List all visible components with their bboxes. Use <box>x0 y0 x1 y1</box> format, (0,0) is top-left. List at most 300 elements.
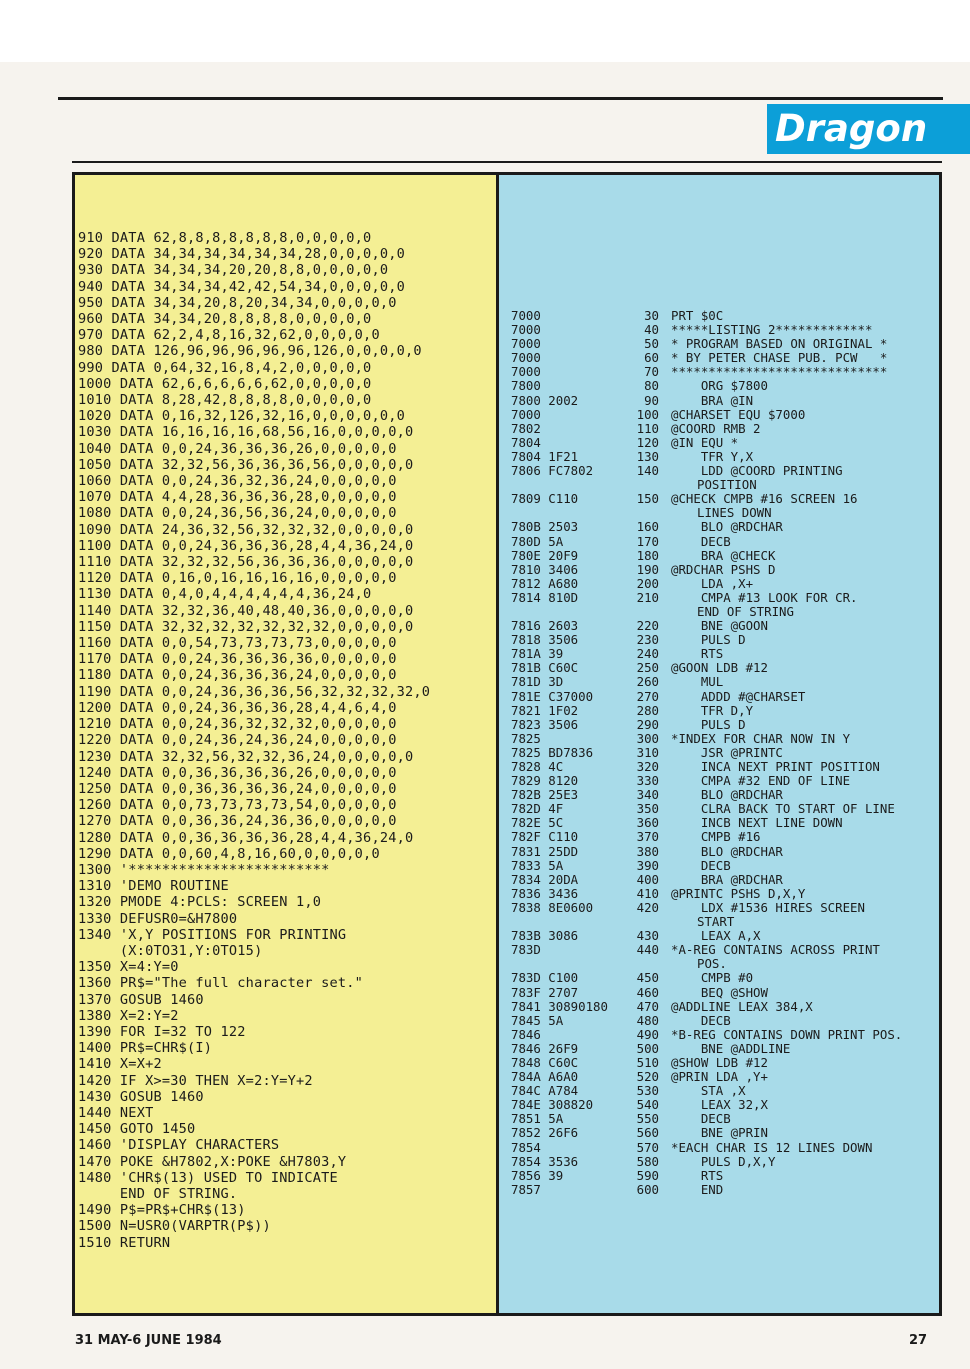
assembly-line-number: 280 <box>636 702 659 718</box>
assembly-line <box>511 760 936 774</box>
assembly-instruction: LEAX 32,X <box>671 1097 768 1113</box>
assembly-line-number: 340 <box>636 787 659 803</box>
basic-line: 1030 DATA 16,16,16,16,68,56,16,0,0,0,0,0 <box>78 424 414 441</box>
assembly-line <box>511 351 936 365</box>
assembly-instruction: BNE @PRIN <box>671 1125 768 1141</box>
basic-line: 1380 X=2:Y=2 <box>78 1007 179 1024</box>
basic-line: 1440 NEXT <box>78 1104 154 1121</box>
assembly-instruction: *INDEX FOR CHAR NOW IN Y <box>671 730 851 746</box>
basic-line: 1260 DATA 0,0,73,73,73,73,54,0,0,0,0,0 <box>78 797 397 814</box>
assembly-line-number: 380 <box>636 843 659 859</box>
assembly-instruction: @ADDLINE LEAX 384,X <box>671 998 813 1014</box>
assembly-line <box>511 309 936 323</box>
basic-line: 1390 FOR I=32 TO 122 <box>78 1023 246 1040</box>
basic-line: 1430 GOSUB 1460 <box>78 1088 204 1105</box>
assembly-line-number: 240 <box>636 646 659 662</box>
assembly-address: 7846 <box>511 1026 541 1042</box>
assembly-line <box>511 408 936 422</box>
assembly-address: 7000 <box>511 336 541 352</box>
assembly-address: 7810 3406 <box>511 561 579 577</box>
assembly-line <box>511 422 936 436</box>
assembly-line <box>511 647 936 661</box>
assembly-line-number: 410 <box>636 885 659 901</box>
basic-line: 1320 PMODE 4:PCLS: SCREEN 1,0 <box>78 894 322 911</box>
assembly-instruction: CMPA #13 LOOK FOR CR. <box>671 589 858 605</box>
assembly-address: 7825 BD7836 <box>511 744 594 760</box>
assembly-address: 7836 3436 <box>511 885 579 901</box>
assembly-address: 7802 <box>511 420 541 436</box>
assembly-line-number: 70 <box>644 364 659 380</box>
assembly-line-number: 560 <box>636 1125 659 1141</box>
assembly-address: 780B 2503 <box>511 519 579 535</box>
assembly-line-number: 270 <box>636 688 659 704</box>
assembly-line-number: 160 <box>636 519 659 535</box>
assembly-address: 781B C60C <box>511 660 579 676</box>
assembly-instruction: *B-REG CONTAINS DOWN PRINT POS. <box>671 1026 903 1042</box>
assembly-line <box>511 690 936 704</box>
assembly-line-number: 100 <box>636 406 659 422</box>
assembly-line-number: 300 <box>636 730 659 746</box>
assembly-instruction: TFR Y,X <box>671 448 754 464</box>
assembly-instruction: CMPB #16 <box>671 829 761 845</box>
assembly-instruction: @GOON LDB #12 <box>671 660 768 676</box>
assembly-instruction: @CHARSET EQU $7000 <box>671 406 806 422</box>
assembly-line-number: 370 <box>636 829 659 845</box>
assembly-line <box>511 971 936 985</box>
basic-line: 1010 DATA 8,28,42,8,8,8,8,0,0,0,0,0 <box>78 392 372 409</box>
assembly-instruction: CMPA #32 END OF LINE <box>671 773 851 789</box>
page-top-margin <box>0 0 970 62</box>
assembly-line-number: 400 <box>636 871 659 887</box>
basic-line: 990 DATA 0,64,32,16,8,4,2,0,0,0,0,0 <box>78 359 372 376</box>
assembly-line-number: 570 <box>636 1139 659 1155</box>
assembly-instruction: @PRIN LDA ,Y+ <box>671 1069 768 1085</box>
assembly-line-number: 230 <box>636 632 659 648</box>
assembly-line <box>511 365 936 379</box>
assembly-line-number: 490 <box>636 1026 659 1042</box>
assembly-address: 7806 FC7802 <box>511 463 594 479</box>
assembly-comment-continuation: START <box>697 914 735 930</box>
assembly-instruction: LEAX A,X <box>671 928 761 944</box>
assembly-instruction: INCA NEXT PRINT POSITION <box>671 759 880 774</box>
assembly-line-number: 520 <box>636 1069 659 1085</box>
assembly-instruction: BLO @RDCHAR <box>671 787 783 803</box>
assembly-line-number: 600 <box>636 1181 659 1197</box>
assembly-line-number: 110 <box>636 420 659 436</box>
assembly-line <box>511 633 936 647</box>
basic-line: 1220 DATA 0,0,24,36,24,36,24,0,0,0,0,0 <box>78 732 397 749</box>
assembly-address: 7834 20DA <box>511 871 579 887</box>
assembly-line-number: 220 <box>636 618 659 634</box>
assembly-line <box>511 619 936 633</box>
basic-line: 980 DATA 126,96,96,96,96,96,126,0,0,0,0,0 <box>78 343 422 360</box>
basic-line: 1190 DATA 0,0,24,36,36,36,56,32,32,32,32,0 <box>78 683 431 700</box>
assembly-line <box>511 563 936 577</box>
assembly-line <box>511 873 936 887</box>
basic-line: 910 DATA 62,8,8,8,8,8,8,8,0,0,0,0,0 <box>78 230 372 246</box>
assembly-instruction: JSR @PRINTC <box>671 744 783 760</box>
assembly-line-number: 290 <box>636 716 659 732</box>
assembly-line <box>511 1126 936 1140</box>
assembly-line <box>511 732 936 746</box>
basic-line: 1490 P$=PR$+CHR$(13) <box>78 1202 246 1219</box>
basic-line: 1200 DATA 0,0,24,36,36,36,28,4,4,6,4,0 <box>78 699 397 716</box>
assembly-instruction: DECB <box>671 1111 731 1127</box>
assembly-instruction: * PROGRAM BASED ON ORIGINAL * <box>671 336 888 352</box>
assembly-address: 783F 2707 <box>511 984 579 1000</box>
basic-line: 1500 N=USR0(VARPTR(P$)) <box>78 1218 271 1235</box>
assembly-address: 782E 5C <box>511 815 564 831</box>
assembly-line-number: 210 <box>636 589 659 605</box>
basic-line: 1070 DATA 4,4,28,36,36,36,28,0,0,0,0,0 <box>78 489 397 506</box>
assembly-line <box>511 830 936 844</box>
assembly-instruction: BRA @RDCHAR <box>671 871 783 887</box>
assembly-line-number: 450 <box>636 970 659 986</box>
basic-listing-panel <box>75 175 499 1313</box>
assembly-line <box>511 1070 936 1084</box>
assembly-address: 7809 C110 <box>511 491 579 507</box>
basic-line: 1130 DATA 0,4,0,4,4,4,4,4,4,36,24,0 <box>78 586 372 603</box>
assembly-instruction: MUL <box>671 674 724 690</box>
assembly-line-number: 390 <box>636 857 659 873</box>
basic-line: 1180 DATA 0,0,24,36,36,36,24,0,0,0,0,0 <box>78 667 397 684</box>
assembly-line <box>511 1169 936 1183</box>
assembly-line-number: 440 <box>636 942 659 958</box>
assembly-line-number: 430 <box>636 928 659 944</box>
assembly-line <box>511 436 936 450</box>
assembly-address: 7821 1F02 <box>511 702 579 718</box>
basic-line: (X:0TO31,Y:0TO15) <box>78 942 263 959</box>
assembly-address: 7829 8120 <box>511 773 579 789</box>
assembly-line <box>511 549 936 563</box>
assembly-instruction: *****LISTING 2************* <box>671 322 873 338</box>
assembly-line <box>511 704 936 718</box>
assembly-line <box>511 1000 936 1014</box>
assembly-line-number: 350 <box>636 801 659 817</box>
assembly-line <box>511 577 936 591</box>
assembly-line <box>511 661 936 675</box>
basic-line: 1020 DATA 0,16,32,126,32,16,0,0,0,0,0,0 <box>78 408 405 425</box>
assembly-address: 7814 810D <box>511 589 579 605</box>
assembly-instruction: @IN EQU * <box>671 434 739 450</box>
assembly-line <box>511 746 936 760</box>
assembly-line-number: 330 <box>636 773 659 789</box>
assembly-line-number: 260 <box>636 674 659 690</box>
section-banner: Dragon <box>767 104 970 154</box>
assembly-line <box>511 1155 936 1169</box>
assembly-instruction: DECB <box>671 857 731 873</box>
basic-line: 1100 DATA 0,0,24,36,36,36,28,4,4,36,24,0 <box>78 537 414 554</box>
assembly-address: 7831 25DD <box>511 843 579 859</box>
assembly-line <box>511 1183 936 1197</box>
assembly-instruction: @CHECK CMPB #16 SCREEN 16 <box>671 491 858 507</box>
basic-line: 1110 DATA 32,32,32,56,36,36,36,0,0,0,0,0 <box>78 554 414 571</box>
assembly-instruction: RTS <box>671 646 724 662</box>
assembly-address: 782B 25E3 <box>511 787 579 803</box>
assembly-address: 7838 8E0600 <box>511 899 594 915</box>
assembly-line <box>511 591 936 619</box>
assembly-line <box>511 394 936 408</box>
basic-line: 1270 DATA 0,0,36,36,24,36,36,0,0,0,0,0 <box>78 813 397 830</box>
assembly-address: 783B 3086 <box>511 928 579 944</box>
assembly-line-number: 170 <box>636 533 659 549</box>
assembly-instruction: BRA @IN <box>671 392 754 408</box>
basic-line: 1310 'DEMO ROUTINE <box>78 878 229 895</box>
assembly-line-number: 50 <box>644 336 659 352</box>
assembly-line <box>511 816 936 830</box>
assembly-address: 7846 26F9 <box>511 1040 579 1056</box>
assembly-instruction: DECB <box>671 533 731 549</box>
basic-line: 1340 'X,Y POSITIONS FOR PRINTING <box>78 926 347 943</box>
assembly-address: 7857 <box>511 1181 541 1197</box>
page-number: 27 <box>909 1333 928 1348</box>
assembly-instruction: BRA @CHECK <box>671 547 776 563</box>
basic-line: 950 DATA 34,34,20,8,20,34,34,0,0,0,0,0 <box>78 294 397 311</box>
assembly-instruction: TFR D,Y <box>671 702 754 718</box>
assembly-listing <box>511 309 936 1197</box>
assembly-line <box>511 450 936 464</box>
assembly-line-number: 540 <box>636 1097 659 1113</box>
assembly-comment-continuation: POSITION <box>697 477 757 493</box>
basic-line: 1060 DATA 0,0,24,36,32,36,24,0,0,0,0,0 <box>78 473 397 490</box>
assembly-line <box>511 943 936 971</box>
assembly-instruction: * BY PETER CHASE PUB. PCW * <box>671 350 888 366</box>
assembly-line-number: 360 <box>636 815 659 831</box>
basic-line: 1250 DATA 0,0,36,36,36,36,24,0,0,0,0,0 <box>78 780 397 797</box>
assembly-line <box>511 492 936 520</box>
basic-line: 1450 GOTO 1450 <box>78 1121 196 1138</box>
assembly-instruction: @RDCHAR PSHS D <box>671 561 776 577</box>
assembly-line-number: 250 <box>636 660 659 676</box>
assembly-instruction: *EACH CHAR IS 12 LINES DOWN <box>671 1139 873 1155</box>
assembly-instruction: ADDD #@CHARSET <box>671 688 806 704</box>
assembly-instruction: CLRA BACK TO START OF LINE <box>671 801 895 817</box>
assembly-line-number: 90 <box>644 392 659 408</box>
assembly-line <box>511 1112 936 1126</box>
assembly-address: 7804 1F21 <box>511 448 579 464</box>
basic-line: 1120 DATA 0,16,0,16,16,16,16,0,0,0,0,0 <box>78 570 397 587</box>
assembly-instruction: BLO @RDCHAR <box>671 519 783 535</box>
assembly-line-number: 130 <box>636 448 659 464</box>
assembly-line <box>511 859 936 873</box>
assembly-line-number: 550 <box>636 1111 659 1127</box>
issue-date: 31 MAY-6 JUNE 1984 <box>75 1333 222 1348</box>
assembly-line-number: 200 <box>636 575 659 591</box>
basic-line: 940 DATA 34,34,34,42,42,54,34,0,0,0,0,0 <box>78 278 405 295</box>
header-rule-lower <box>72 161 942 163</box>
basic-line: 1290 DATA 0,0,60,4,8,16,60,0,0,0,0,0 <box>78 845 380 862</box>
basic-line: 1330 DEFUSR0=&H7800 <box>78 910 238 927</box>
basic-line: 920 DATA 34,34,34,34,34,34,28,0,0,0,0,0 <box>78 246 405 263</box>
basic-line: 960 DATA 34,34,20,8,8,8,8,0,0,0,0,0 <box>78 311 372 328</box>
assembly-address: 7852 26F6 <box>511 1125 579 1141</box>
assembly-comment-continuation: POS. <box>697 956 727 972</box>
assembly-line <box>511 788 936 802</box>
assembly-address: 7804 <box>511 434 541 450</box>
assembly-line <box>511 1056 936 1070</box>
assembly-instruction: END <box>671 1181 724 1197</box>
assembly-line <box>511 464 936 492</box>
assembly-line <box>511 337 936 351</box>
assembly-line-number: 420 <box>636 899 659 915</box>
assembly-address: 784E 308820 <box>511 1097 594 1113</box>
assembly-line-number: 80 <box>644 378 659 394</box>
assembly-line-number: 480 <box>636 1012 659 1028</box>
assembly-address: 7833 5A <box>511 857 564 873</box>
assembly-address: 780D 5A <box>511 533 564 549</box>
basic-line: 1240 DATA 0,0,36,36,36,36,26,0,0,0,0,0 <box>78 764 397 781</box>
assembly-address: 7851 5A <box>511 1111 564 1127</box>
assembly-instruction: ORG $7800 <box>671 378 768 394</box>
assembly-line <box>511 1028 936 1042</box>
assembly-line <box>511 1014 936 1028</box>
assembly-line-number: 580 <box>636 1153 659 1169</box>
basic-line: 1230 DATA 32,32,56,32,32,36,24,0,0,0,0,0 <box>78 748 414 765</box>
assembly-instruction: @COORD RMB 2 <box>671 420 761 436</box>
assembly-line-number: 30 <box>644 308 659 323</box>
assembly-line-number: 190 <box>636 561 659 577</box>
assembly-instruction: PRT $0C <box>671 308 724 323</box>
assembly-line-number: 500 <box>636 1040 659 1056</box>
assembly-address: 7000 <box>511 308 541 323</box>
assembly-comment-continuation: END OF STRING <box>697 603 794 619</box>
basic-line: 1300 '************************ <box>78 861 330 878</box>
assembly-instruction: BNE @ADDLINE <box>671 1040 791 1056</box>
assembly-instruction: PULS D,X,Y <box>671 1153 776 1169</box>
assembly-instruction: @SHOW LDB #12 <box>671 1054 768 1070</box>
assembly-address: 7848 C60C <box>511 1054 579 1070</box>
assembly-line <box>511 323 936 337</box>
assembly-instruction: @PRINTC PSHS D,X,Y <box>671 885 806 901</box>
assembly-instruction: DECB <box>671 1012 731 1028</box>
assembly-comment-continuation: LINES DOWN <box>697 505 772 521</box>
assembly-line-number: 120 <box>636 434 659 450</box>
assembly-address: 780E 20F9 <box>511 547 579 563</box>
assembly-instruction: PULS D <box>671 716 746 732</box>
assembly-line-number: 150 <box>636 491 659 507</box>
assembly-line-number: 460 <box>636 984 659 1000</box>
assembly-address: 7000 <box>511 322 541 338</box>
assembly-address: 7000 <box>511 364 541 380</box>
assembly-address: 784A A6A0 <box>511 1069 579 1085</box>
assembly-line-number: 530 <box>636 1083 659 1099</box>
assembly-address: 7812 A680 <box>511 575 579 591</box>
basic-line: 1090 DATA 24,36,32,56,32,32,32,0,0,0,0,0 <box>78 521 414 538</box>
header-rule <box>58 97 943 100</box>
assembly-line-number: 140 <box>636 463 659 479</box>
assembly-line-number: 590 <box>636 1167 659 1183</box>
assembly-line <box>511 929 936 943</box>
assembly-line <box>511 675 936 689</box>
assembly-line <box>511 1141 936 1155</box>
assembly-line-number: 180 <box>636 547 659 563</box>
basic-line: 1000 DATA 62,6,6,6,6,6,62,0,0,0,0,0 <box>78 375 372 392</box>
assembly-address: 7800 <box>511 378 541 394</box>
assembly-address: 7856 39 <box>511 1167 564 1183</box>
assembly-instruction: LDX #1536 HIRES SCREEN <box>671 899 865 915</box>
assembly-address: 7000 <box>511 350 541 366</box>
basic-line: 1170 DATA 0,0,24,36,36,36,36,0,0,0,0,0 <box>78 651 397 668</box>
basic-line: 1360 PR$="The full character set." <box>78 975 364 992</box>
assembly-line <box>511 845 936 859</box>
basic-line: 1420 IF X>=30 THEN X=2:Y=Y+2 <box>78 1072 313 1089</box>
basic-line: 930 DATA 34,34,34,20,20,8,8,0,0,0,0,0 <box>78 262 389 279</box>
assembly-address: 7841 30890180 <box>511 998 608 1014</box>
assembly-line <box>511 1084 936 1098</box>
assembly-address: 7854 <box>511 1139 541 1155</box>
assembly-instruction: LDD @COORD PRINTING <box>671 463 843 479</box>
basic-line: 1370 GOSUB 1460 <box>78 991 204 1008</box>
assembly-line <box>511 802 936 816</box>
basic-line: 1160 DATA 0,0,54,73,73,73,73,0,0,0,0,0 <box>78 635 397 652</box>
assembly-line <box>511 1042 936 1056</box>
assembly-line <box>511 379 936 393</box>
basic-line: 1150 DATA 32,32,32,32,32,32,32,0,0,0,0,0 <box>78 618 414 635</box>
assembly-address: 781E C37000 <box>511 688 594 704</box>
assembly-line-number: 470 <box>636 998 659 1014</box>
basic-line: 1050 DATA 32,32,56,36,36,36,56,0,0,0,0,0 <box>78 456 414 473</box>
assembly-line <box>511 887 936 901</box>
assembly-instruction: BNE @GOON <box>671 618 768 634</box>
assembly-line <box>511 535 936 549</box>
assembly-instruction: INCB NEXT LINE DOWN <box>671 815 843 831</box>
assembly-listing-panel <box>499 175 939 1313</box>
assembly-instruction: LDA ,X+ <box>671 575 754 591</box>
assembly-line <box>511 520 936 534</box>
assembly-line <box>511 901 936 929</box>
assembly-address: 783D <box>511 942 541 958</box>
basic-line: 1280 DATA 0,0,36,36,36,36,28,4,4,36,24,0 <box>78 829 414 846</box>
assembly-address: 7825 <box>511 730 541 746</box>
assembly-line-number: 320 <box>636 759 659 774</box>
basic-line: 970 DATA 62,2,4,8,16,32,62,0,0,0,0,0 <box>78 327 380 344</box>
assembly-instruction: STA ,X <box>671 1083 746 1099</box>
assembly-address: 7818 3506 <box>511 632 579 648</box>
assembly-instruction: BEQ @SHOW <box>671 984 768 1000</box>
basic-line: 1400 PR$=CHR$(I) <box>78 1040 213 1057</box>
basic-line: 1080 DATA 0,0,24,36,56,36,24,0,0,0,0,0 <box>78 505 397 522</box>
assembly-address: 7800 2002 <box>511 392 579 408</box>
assembly-instruction: ***************************** <box>671 364 888 380</box>
assembly-address: 7816 2603 <box>511 618 579 634</box>
assembly-address: 7823 3506 <box>511 716 579 732</box>
assembly-line <box>511 1098 936 1112</box>
assembly-address: 7854 3536 <box>511 1153 579 1169</box>
basic-line: 1140 DATA 32,32,36,40,48,40,36,0,0,0,0,0 <box>78 602 414 619</box>
listing-frame <box>72 172 942 1316</box>
basic-line: 1410 X=X+2 <box>78 1056 162 1073</box>
assembly-address: 781D 3D <box>511 674 564 690</box>
basic-line: 1460 'DISPLAY CHARACTERS <box>78 1137 280 1154</box>
assembly-line-number: 40 <box>644 322 659 338</box>
assembly-instruction: *A-REG CONTAINS ACROSS PRINT <box>671 942 880 958</box>
assembly-address: 783D C100 <box>511 970 579 986</box>
assembly-line-number: 60 <box>644 350 659 366</box>
assembly-address: 782F C110 <box>511 829 579 845</box>
assembly-address: 782D 4F <box>511 801 564 817</box>
assembly-line <box>511 986 936 1000</box>
assembly-address: 7000 <box>511 406 541 422</box>
assembly-instruction: BLO @RDCHAR <box>671 843 783 859</box>
assembly-instruction: PULS D <box>671 632 746 648</box>
assembly-address: 781A 39 <box>511 646 564 662</box>
basic-line: 1470 POKE &H7802,X:POKE &H7803,Y <box>78 1153 347 1170</box>
basic-line: END OF STRING. <box>78 1185 238 1202</box>
assembly-address: 784C A784 <box>511 1083 579 1099</box>
assembly-line <box>511 774 936 788</box>
assembly-instruction: RTS <box>671 1167 724 1183</box>
assembly-instruction: CMPB #0 <box>671 970 754 986</box>
